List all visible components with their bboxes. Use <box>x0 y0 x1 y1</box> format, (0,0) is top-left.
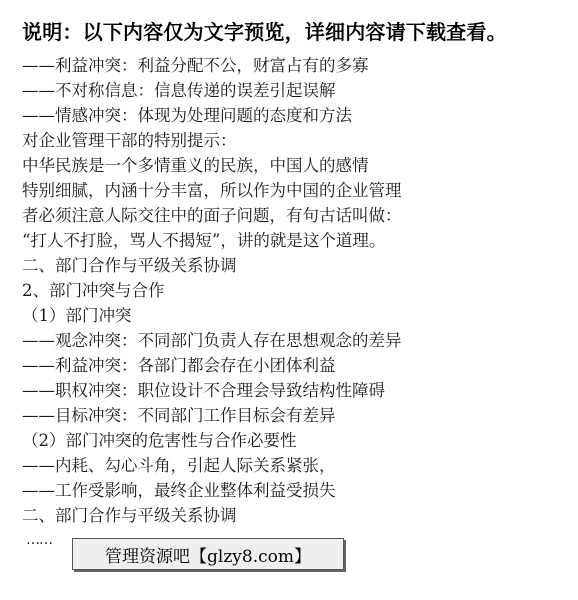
subsection-heading: （2）部门冲突的危害性与合作必要性 <box>22 431 297 450</box>
subsection-heading: 2、部门冲突与合作 <box>22 281 165 300</box>
watermark-text: 管理资源吧【glzy8.com】 <box>105 546 311 567</box>
text-line: 对企业管理干部的特别提示： <box>22 131 237 150</box>
section-heading: 二、部门合作与平级关系协调 <box>22 506 237 525</box>
text-line: ——不对称信息：信息传递的误差引起误解 <box>22 81 336 100</box>
ellipsis: …… <box>26 532 52 548</box>
text-line: “打人不打脸，骂人不揭短”，讲的就是这个道理。 <box>22 231 386 250</box>
text-line: 特别细腻，内涵十分丰富，所以作为中国的企业管理 <box>22 181 402 200</box>
text-line: ——利益冲突：各部门都会存在小团体利益 <box>22 356 336 375</box>
text-line: ——内耗、勾心斗角，引起人际关系紧张， <box>22 456 336 475</box>
text-line: ——利益冲突：利益分配不公，财富占有的多寡 <box>22 56 369 75</box>
text-line: ——观念冲突：不同部门负责人存在思想观念的差异 <box>22 331 402 350</box>
text-line: 中华民族是一个多情重义的民族，中国人的感情 <box>22 156 369 175</box>
text-line: ——目标冲突：不同部门工作目标会有差异 <box>22 406 336 425</box>
subsection-heading: （1）部门冲突 <box>22 306 132 325</box>
section-heading: 二、部门合作与平级关系协调 <box>22 256 237 275</box>
preview-notice: 说明：以下内容仅为文字预览，详细内容请下载查看。 <box>22 20 507 44</box>
text-line: ——情感冲突：体现为处理问题的态度和方法 <box>22 106 352 125</box>
text-line: ——工作受影响，最终企业整体利益受损失 <box>22 481 336 500</box>
text-line: ——职权冲突：职位设计不合理会导致结构性障碍 <box>22 381 385 400</box>
watermark-box <box>72 538 344 570</box>
text-line: 者必须注意人际交往中的面子问题，有句古话叫做： <box>22 206 402 225</box>
